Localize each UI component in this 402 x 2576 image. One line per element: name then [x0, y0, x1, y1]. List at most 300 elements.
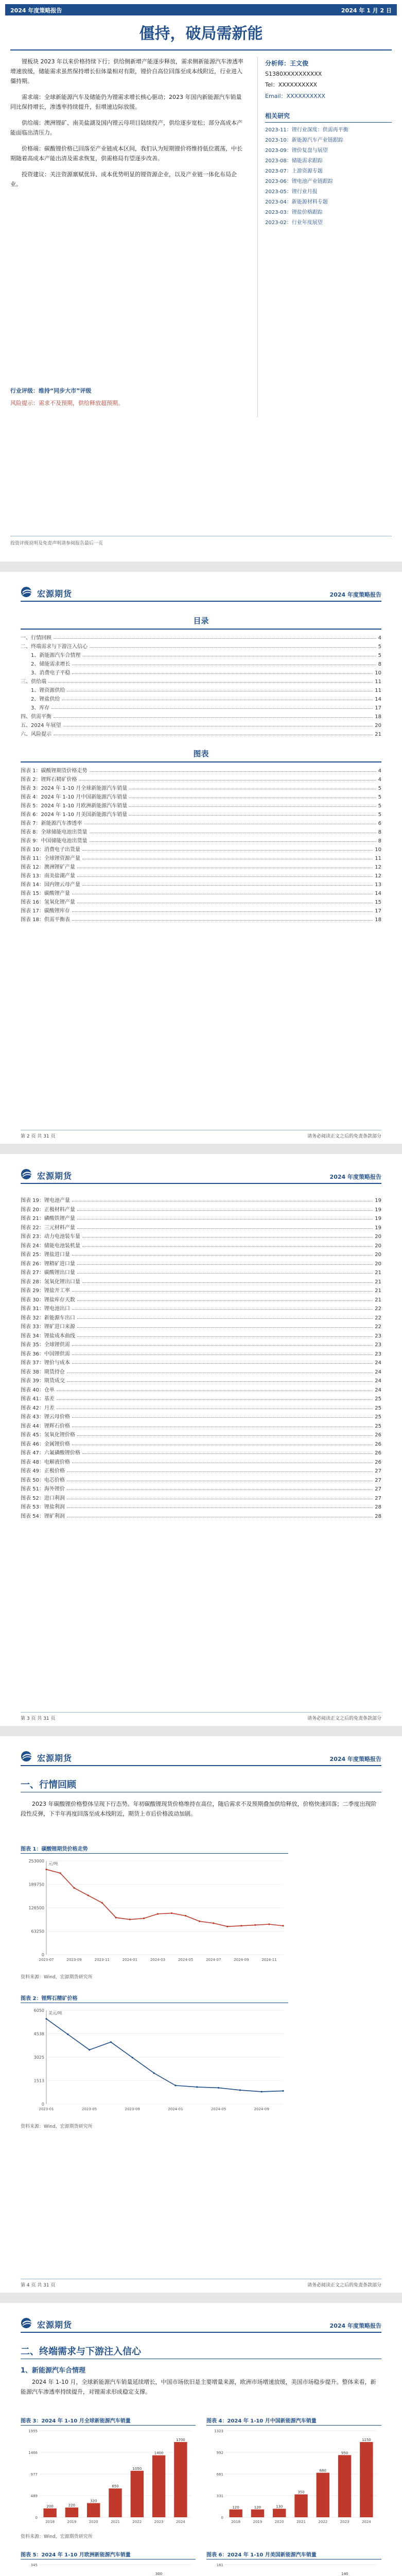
figure-entry[interactable]: [21, 1466, 381, 1474]
toc-page-number: 19: [375, 1207, 381, 1213]
x-tick-label: 2024-09: [234, 1958, 249, 1962]
data-point: [282, 2090, 284, 2092]
toc-page-number: 10: [375, 670, 381, 676]
toc-dots: [54, 717, 373, 718]
toc-entry-text: 图表 13：南美盐湖产量: [21, 873, 75, 879]
toc-dots: [90, 647, 376, 648]
data-label: 1150: [361, 2437, 371, 2442]
x-tick-label: 2018: [45, 2520, 55, 2524]
toc-page-number: 25: [375, 1423, 381, 1429]
toc-page-number: 12: [375, 873, 381, 879]
logo-name: 宏源期货: [37, 1753, 73, 1763]
figure-entry[interactable]: [21, 1313, 381, 1321]
related-item[interactable]: 2023-10：新能源汽车产业链跟踪: [265, 138, 343, 143]
figure-entry[interactable]: [21, 879, 381, 888]
figure-entry[interactable]: [21, 1367, 381, 1375]
figure-entry[interactable]: [21, 1241, 381, 1249]
toc-page-number: 5: [378, 786, 381, 791]
bar: [317, 2473, 329, 2517]
toc-page-number: 20: [375, 723, 381, 728]
y-tick-label: 63250: [31, 1929, 44, 1934]
toc-entry-text: 图表 39：期货成交: [21, 1378, 65, 1384]
data-label: 140: [341, 2571, 348, 2576]
toc-entry[interactable]: [31, 668, 381, 676]
x-tick-label: 2023-05: [82, 2107, 97, 2111]
toc-page-number: 12: [375, 865, 381, 870]
chart-spodumene: [21, 2005, 288, 2119]
toc-entry-text: 图表 46：金属锂价格: [21, 1441, 70, 1447]
figure-entry[interactable]: [21, 1331, 381, 1339]
figure-entry[interactable]: [21, 1394, 381, 1402]
toc-entry-text: 图表 51：海外锂价: [21, 1486, 65, 1492]
toc-page-number: 27: [375, 1477, 381, 1483]
toc-page-number: 14: [375, 891, 381, 896]
related-item[interactable]: 2023-03：锂盐价格跟踪: [265, 210, 323, 215]
page-demand: [0, 2303, 402, 2576]
toc-dots: [72, 1363, 373, 1364]
toc-page-number: 10: [375, 847, 381, 853]
toc-page-number: 27: [375, 1495, 381, 1501]
toc-page-number: 22: [375, 1306, 381, 1312]
bar: [152, 2455, 165, 2517]
review-footer-note: 请务必阅读正文之后的免责条款部分: [307, 2283, 381, 2288]
toc-page-number: 5: [378, 794, 381, 800]
analyst-email[interactable]: Email：XXXXXXXXXX: [265, 93, 325, 99]
toc-entry-text: 图表 7：新能源汽车渗透率: [21, 821, 82, 826]
figure-entry[interactable]: [21, 1412, 381, 1420]
toc-entry-text: 图表 15：碳酸锂产量: [21, 891, 70, 896]
toc-dots: [72, 920, 373, 921]
toc-entry-text: 图表 37：锂价与成本: [21, 1360, 70, 1366]
data-point: [89, 2049, 90, 2050]
figure-entry[interactable]: [21, 818, 381, 826]
figure-entry[interactable]: [21, 1439, 381, 1447]
x-tick-label: 2023: [154, 2520, 164, 2524]
toc-entry-text: 图表 6：2024 年 1-10 月美国新能源汽车销量: [21, 812, 128, 818]
figs-footer-page: 第 3 页 共 31 页: [21, 1716, 56, 1721]
data-point: [143, 1918, 145, 1919]
toc-entry-text: 四、供需平衡: [21, 714, 51, 720]
figure-entry[interactable]: [21, 1385, 381, 1393]
figure-entry[interactable]: [21, 871, 381, 879]
figure-entry[interactable]: [21, 1421, 381, 1429]
toc-page-number: 23: [375, 1351, 381, 1357]
figure-entry[interactable]: [21, 1475, 381, 1483]
toc-page-number: 8: [378, 662, 381, 667]
figure-entry[interactable]: [21, 809, 381, 818]
figure-source: 资料来源：Wind，宏源期货研究所: [21, 2534, 93, 2539]
toc-footer-note: 请务必阅读正文之后的免责条款部分: [307, 1134, 381, 1139]
toc-entry-text: 六、风险提示: [21, 732, 51, 737]
data-point: [153, 2072, 154, 2074]
chart-global-ev: [21, 2427, 196, 2530]
toc-page-number: 28: [375, 1504, 381, 1510]
figure-entry[interactable]: [21, 1303, 381, 1312]
data-point: [171, 1912, 172, 1914]
toc-page-number: 23: [375, 1333, 381, 1339]
toc-entry-text: 图表 29：锂盐开工率: [21, 1288, 70, 1294]
risk-line: 风险提示：需求不及预期，供给释放超预期。: [10, 400, 124, 406]
page-header-title: 2024 年度策略报告: [329, 2323, 381, 2329]
figure-entry[interactable]: [21, 1249, 381, 1258]
data-point: [88, 1894, 89, 1896]
figure-entry[interactable]: [21, 1267, 381, 1276]
toc-entry-text: 3、库存: [31, 705, 50, 711]
y-tick-label: 489: [30, 2494, 38, 2498]
toc-dots: [77, 1273, 373, 1274]
toc-entry-text: 图表 53：锂盐利润: [21, 1504, 65, 1510]
toc-entry-text: 图表 49：正极价格: [21, 1468, 65, 1474]
data-point: [129, 1919, 131, 1920]
toc-entry[interactable]: [31, 650, 381, 658]
x-tick-label: 2024-03: [150, 1958, 166, 1962]
related-item[interactable]: 2023-11：锂行业深度：供需再平衡: [265, 127, 348, 133]
sidebar: [257, 57, 392, 417]
x-tick-label: 2019: [253, 2520, 263, 2524]
figure-entry[interactable]: [21, 1259, 381, 1267]
toc-entry-text: 图表 40：仓单: [21, 1387, 55, 1393]
page-header-title: 2024 年度策略报告: [329, 591, 381, 598]
toc-dots: [79, 780, 376, 781]
toc-page-number: 21: [375, 1297, 381, 1303]
toc-dots: [77, 1264, 373, 1265]
x-tick-label: 2023-09: [66, 1958, 82, 1962]
toc-dots: [67, 1489, 373, 1490]
figure-entry[interactable]: [21, 1321, 381, 1330]
figure-entry[interactable]: [21, 862, 381, 870]
figure-entry[interactable]: [21, 1277, 381, 1285]
x-tick-label: 2020: [89, 2520, 98, 2524]
toc-entry[interactable]: [31, 703, 381, 711]
review-footer: [21, 2279, 381, 2288]
bar: [251, 2510, 264, 2517]
toc-page-number: 18: [375, 714, 381, 720]
data-point: [157, 1913, 159, 1914]
y-tick-label: 253000: [28, 1859, 44, 1863]
x-tick-label: 2024-01: [168, 2107, 183, 2111]
chart-europe-ev: [21, 2561, 196, 2576]
bar: [65, 2507, 78, 2517]
figure-entry[interactable]: [21, 1205, 381, 1213]
x-tick-label: 2023-09: [125, 2107, 140, 2111]
toc-page-number: 26: [375, 1441, 381, 1447]
toc-dots: [129, 806, 376, 807]
toc-entry-text: 图表 26：锂精矿进口量: [21, 1261, 75, 1267]
toc-entry-text: 图表 34：锂盐成本曲线: [21, 1333, 75, 1339]
top-bar: [5, 4, 397, 15]
report-title: 僵持，破局需新能: [139, 25, 263, 43]
toc-entry-text: 图表 43：锂云母价格: [21, 1414, 70, 1420]
toc-entry-text: 图表 41：基差: [21, 1396, 55, 1402]
data-point: [218, 2087, 219, 2089]
figure-entry[interactable]: [21, 906, 381, 914]
title-underline: [10, 49, 392, 50]
toc-page-number: 17: [375, 705, 381, 711]
toc-page-number: 22: [375, 1315, 381, 1321]
toc-entry-text: 2、锂盐供给: [31, 697, 60, 702]
report-date: 2024 年 1 月 2 日: [341, 7, 392, 14]
toc-page-number: 5: [378, 803, 381, 809]
data-label: 120: [254, 2505, 261, 2510]
figure-entry[interactable]: [21, 1493, 381, 1501]
toc-page-number: 11: [375, 679, 381, 685]
figure-entry[interactable]: [21, 827, 381, 835]
toc-entry-text: 一、行情回顾: [21, 635, 51, 641]
figure-entry[interactable]: [21, 1213, 381, 1222]
toc-entry-text: 图表 22：三元材料产量: [21, 1225, 75, 1231]
bar: [338, 2455, 351, 2517]
toc-entry[interactable]: [21, 633, 381, 641]
y-tick-label: 126500: [28, 1906, 44, 1910]
toc-entry-text: 图表 17：碳酸锂库存: [21, 908, 70, 914]
toc-page-number: 15: [375, 900, 381, 905]
toc-entry-text: 图表 23：动力电池装车量: [21, 1234, 80, 1240]
toc-dots: [77, 1210, 373, 1211]
summary-paragraph: 需求端：全球新能源汽车及储能仍为锂需求增长核心驱动；2023 年国内新能源汽车销量同比保持增长，渗透率持续提升，但增速边际放缓。: [10, 94, 242, 110]
toc-entry-text: 图表 33：锂矿进口来源: [21, 1324, 75, 1330]
figure-entry[interactable]: [21, 914, 381, 923]
summary-paragraph: 投资建议：关注资源禀赋优异、成本优势明显的锂资源企业，以及产业链一体化布局企业。: [10, 171, 237, 188]
figure-entry[interactable]: [21, 1376, 381, 1384]
related-item[interactable]: 2023-06：锂电池产业链跟踪: [265, 179, 333, 184]
y-tick-label: 0: [41, 2102, 44, 2107]
logo-name: 宏源期货: [37, 2320, 73, 2330]
toc-dots: [77, 1327, 373, 1328]
section-paragraph: 2024 年 1-10 月，全球新能源汽车销量延续增长，中国市场依旧是主要增量来源，欧洲市场增速放缓，美国市场稳步提升。整体来看，新能源汽车渗透率持续提升，对锂需求形成稳定支撑。: [21, 2379, 376, 2395]
logo-mark-icon: [21, 1751, 34, 1762]
toc-entry[interactable]: [21, 729, 381, 737]
toc-entry[interactable]: [31, 659, 381, 667]
logo-name: 宏源期货: [37, 589, 73, 599]
related-item[interactable]: 2023-04：新能源材料专题: [265, 199, 328, 205]
figs-footer: [21, 1712, 381, 1721]
toc-footer-page: 第 2 页 共 31 页: [21, 1134, 56, 1139]
review-footer-page: 第 4 页 共 31 页: [21, 2283, 56, 2288]
toc-entry[interactable]: [21, 720, 381, 728]
data-point: [110, 2041, 112, 2043]
related-item[interactable]: 2023-05：锂行业月报: [265, 189, 318, 195]
figure-entry[interactable]: [21, 1448, 381, 1456]
data-point: [115, 1917, 117, 1918]
figure-entry[interactable]: [21, 1457, 381, 1465]
x-tick-label: 2024: [176, 2520, 185, 2524]
toc-entry[interactable]: [21, 641, 381, 650]
figure-entry[interactable]: [21, 1358, 381, 1366]
header-rule: [21, 2332, 381, 2333]
toc-dots: [72, 1345, 373, 1346]
data-point: [45, 2018, 47, 2020]
toc-page-number: 14: [375, 697, 381, 702]
toc-page-number: 21: [375, 1288, 381, 1294]
toc-dots: [72, 673, 373, 674]
data-point: [199, 1921, 200, 1922]
toc-page-number: 19: [375, 1216, 381, 1222]
figure-entry[interactable]: [21, 853, 381, 861]
toc-dots: [82, 885, 373, 886]
toc-entry-text: 图表 54：锂矿利润: [21, 1513, 65, 1519]
x-tick-label: 2021: [111, 2520, 120, 2524]
x-tick-label: 2023-07: [39, 1958, 54, 1962]
toc-entry[interactable]: [21, 711, 381, 720]
summary-box: [10, 57, 247, 422]
x-tick-label: 2024-01: [122, 1958, 137, 1962]
x-tick-label: 2021: [296, 2520, 306, 2524]
data-label: 1050: [132, 2466, 142, 2471]
figure-entry[interactable]: [21, 1285, 381, 1294]
data-point: [268, 1923, 270, 1925]
related-item[interactable]: 2023-08：储能需求跟踪: [265, 158, 323, 164]
figure-title: 图表 6：2024 年 1-10 月美国新能源汽车销量: [206, 2550, 381, 2560]
chart-us-ev: [206, 2561, 381, 2576]
bar: [294, 2495, 307, 2517]
figure-entry[interactable]: [21, 844, 381, 853]
page-review: [0, 1736, 402, 2293]
analyst-cert: S1380XXXXXXXXXX: [265, 71, 322, 77]
toc-dots: [67, 1381, 373, 1382]
related-item[interactable]: 2023-09：锂价复盘与展望: [265, 148, 328, 154]
bar: [131, 2471, 144, 2517]
header-rule: [21, 1765, 381, 1766]
figure-entry[interactable]: [21, 1349, 381, 1357]
data-point: [132, 2057, 133, 2058]
section-paragraph: 2023 年碳酸锂价格整体呈现下行态势。年初碳酸锂现货价格维持在高位，随后需求不及预期叠加供给释放，价格快速回落；二季度出现阶段性反弹，下半年再度回落至成本线附近，期货上市后价格波动加剧。: [21, 1801, 377, 1817]
header-rule: [21, 601, 381, 602]
toc-entry-text: 图表 36：中国锂供需: [21, 1351, 70, 1357]
series-line: [46, 1870, 283, 1927]
summary-paragraph: 价格端：碳酸锂价格已回落至产业链成本区间，我们认为短期锂价将维持低位震荡，中长期随着高成本产能出清及需求恢复，供需格局有望逐步改善。: [10, 145, 242, 162]
y-tick-label: 3025: [33, 2055, 44, 2060]
toc-dots: [77, 1318, 373, 1319]
toc-entry[interactable]: [31, 685, 381, 693]
bar: [174, 2442, 187, 2517]
bar: [273, 2509, 286, 2517]
toc-entry-text: 图表 25：锂盐进口量: [21, 1252, 70, 1258]
toc-footer: [21, 1130, 381, 1139]
toc-entry-text: 1、锂资源供给: [31, 688, 65, 693]
y-tick-label: 1513: [33, 2078, 44, 2083]
bar: [360, 2442, 373, 2517]
related-list: [265, 126, 392, 227]
toc-entry-text: 图表 48：电解液价格: [21, 1459, 70, 1465]
toc-page-number: 13: [375, 882, 381, 888]
figure-source: 资料来源：Wind，宏源期货研究所: [21, 1975, 93, 1980]
toc-page-number: 26: [375, 1432, 381, 1438]
figs-title: 图表: [193, 749, 209, 758]
figure-entry[interactable]: [21, 1484, 381, 1492]
figure-entry[interactable]: [21, 1231, 381, 1240]
y-tick-label: 0: [221, 2516, 223, 2520]
toc-entry-text: 3、消费电子平稳: [31, 670, 71, 676]
toc-page-number: 20: [375, 1234, 381, 1240]
figure-entry[interactable]: [21, 801, 381, 809]
toc-entry-text: 图表 50：电芯价格: [21, 1477, 65, 1483]
y-tick-label: 345: [30, 2563, 38, 2567]
toc-dots: [77, 1300, 373, 1301]
toc-entry-text: 五、2024 年展望: [21, 723, 61, 728]
toc-page-number: 5: [378, 644, 381, 650]
toc-dots: [82, 1246, 373, 1247]
toc-entry-text: 图表 18：供需平衡表: [21, 917, 70, 923]
bar: [109, 2488, 121, 2517]
figure-entry[interactable]: [21, 774, 381, 783]
toc-dots: [77, 1435, 373, 1436]
toc-page-number: 21: [375, 1279, 381, 1285]
toc-page-number: 22: [375, 1324, 381, 1330]
toc-entry-text: 图表 31：锂电池出口: [21, 1306, 70, 1312]
figure-entry[interactable]: [21, 1403, 381, 1411]
related-item[interactable]: 2023-07：上游资源专题: [265, 168, 323, 174]
figure-entry[interactable]: [21, 792, 381, 800]
toc-dots: [77, 1336, 373, 1337]
toc-entry-text: 图表 21：磷酸铁锂产量: [21, 1216, 75, 1222]
chart-china-ev: [206, 2427, 381, 2530]
figure-entry[interactable]: [21, 1502, 381, 1510]
analyst-name: 分析师：王文俊: [265, 60, 309, 67]
toc-entry-text: 图表 42：月差: [21, 1405, 55, 1411]
toc-dots: [72, 1417, 373, 1418]
toc-dots: [72, 1255, 373, 1256]
toc-page-number: 23: [375, 1342, 381, 1348]
toc-entry[interactable]: [31, 694, 381, 702]
figure-entry[interactable]: [21, 836, 381, 844]
figure-entry[interactable]: [21, 1340, 381, 1348]
toc-entry-text: 图表 12：澳洲锂矿产量: [21, 865, 75, 870]
figure-entry[interactable]: [21, 1430, 381, 1438]
figure-entry[interactable]: [21, 888, 381, 896]
figure-entry[interactable]: [21, 897, 381, 905]
figure-entry[interactable]: [21, 1195, 381, 1204]
toc-entry-text: 图表 1：碳酸锂期货价格走势: [21, 768, 88, 774]
toc-page-number: 8: [378, 838, 381, 844]
logo-mark-icon: [21, 1168, 34, 1180]
page-header-title: 2024 年度策略报告: [329, 1756, 381, 1762]
figure-title: 图表 3：2024 年 1-10 月全球新能源汽车销量: [21, 2416, 196, 2426]
figure-entry[interactable]: [21, 1295, 381, 1303]
figure-entry[interactable]: [21, 1511, 381, 1519]
summary-paragraph: 供给端：澳洲锂矿、南美盐湖及国内锂云母项目陆续投产，供给逐步宽松；部分高成本产能面临出清压力。: [10, 120, 242, 136]
data-point: [196, 2086, 198, 2088]
chart-lithium-futures: [21, 1856, 288, 1969]
x-tick-label: 2018: [231, 2520, 241, 2524]
figure-entry[interactable]: [21, 766, 381, 774]
related-item[interactable]: 2023-02：行业年度展望: [265, 220, 323, 226]
toc-entry-text: 图表 10：消费电子出货量: [21, 847, 80, 853]
data-point: [67, 2033, 68, 2035]
logo-name: 宏源期货: [37, 1171, 73, 1181]
x-tick-label: 2024-05: [211, 2107, 226, 2111]
figure-entry[interactable]: [21, 783, 381, 791]
y-tick-label: 992: [216, 2451, 223, 2455]
logo-mark-icon: [21, 2317, 34, 2329]
cover-footer: [10, 536, 392, 546]
page-figs: [0, 1154, 402, 1726]
toc-dots: [82, 1282, 373, 1283]
toc-entry[interactable]: [21, 676, 381, 685]
toc-entry-text: 图表 5：2024 年 1-10 月欧洲新能源汽车销量: [21, 803, 128, 809]
figure-entry[interactable]: [21, 1223, 381, 1231]
toc-page-number: 20: [375, 1252, 381, 1258]
toc-dots: [90, 771, 376, 772]
section-heading: 一、行情回顾: [21, 1780, 76, 1790]
toc-dots: [72, 1354, 373, 1355]
figs-bar: [21, 761, 381, 762]
figs-footer-note: 请务必阅读正文之后的免责条款部分: [307, 1716, 381, 1721]
data-label: 300: [155, 2571, 163, 2576]
toc-page-number: 21: [375, 732, 381, 737]
y-tick-label: 4538: [33, 2031, 44, 2037]
y-tick-label: 0: [35, 2516, 38, 2520]
bar: [229, 2510, 242, 2517]
